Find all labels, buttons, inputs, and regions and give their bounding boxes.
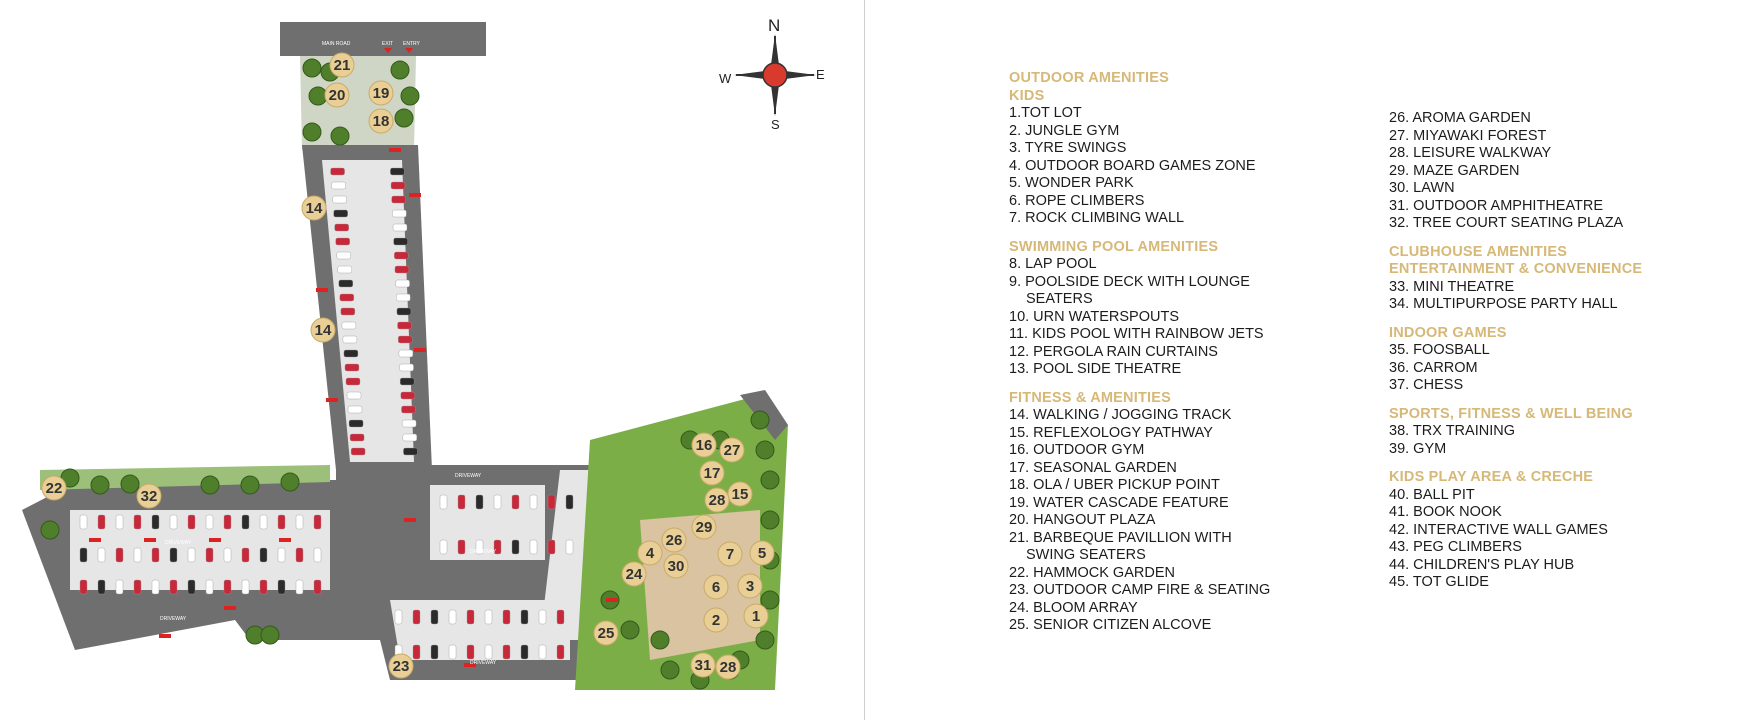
marker-number: 28 xyxy=(719,659,737,676)
marker-number: 2 xyxy=(711,612,721,629)
parked-car xyxy=(170,548,177,562)
tree xyxy=(401,87,419,105)
parked-car xyxy=(503,610,510,624)
parked-car xyxy=(557,645,564,659)
parked-car xyxy=(395,266,409,273)
parked-car xyxy=(449,645,456,659)
legend-item: 32. TREE COURT SEATING PLAZA xyxy=(1389,215,1624,231)
parked-car xyxy=(224,515,231,529)
legend-item: 23. OUTDOOR CAMP FIRE & SEATING xyxy=(1009,582,1271,598)
amenity-marker xyxy=(744,604,768,628)
marker-number: 14 xyxy=(314,322,332,339)
marker-number: 6 xyxy=(711,579,721,596)
driveway-label: DRIVEWAY xyxy=(165,540,192,546)
parked-car xyxy=(170,580,177,594)
parked-car xyxy=(349,420,363,427)
marker-number: 22 xyxy=(45,480,63,497)
parked-car xyxy=(314,580,321,594)
amenity-marker xyxy=(738,574,762,598)
compass-north: N xyxy=(768,16,781,35)
parked-car xyxy=(206,548,213,562)
marker-number: 29 xyxy=(695,519,713,536)
driveway-label: DRIVEWAY xyxy=(455,473,482,479)
main-road-label: MAIN ROAD xyxy=(322,41,351,47)
traffic-arrow xyxy=(89,538,101,542)
amenity-marker xyxy=(330,53,354,77)
legend-item: 3. TYRE SWINGS xyxy=(1009,140,1127,156)
parked-car xyxy=(503,645,510,659)
parked-car xyxy=(80,515,87,529)
driveway-label: DRIVEWAY xyxy=(470,660,497,666)
compass xyxy=(719,16,825,132)
parked-car xyxy=(413,645,420,659)
traffic-arrow xyxy=(159,634,171,638)
parked-car xyxy=(467,645,474,659)
parked-car xyxy=(224,580,231,594)
parked-car xyxy=(393,224,407,231)
parked-car xyxy=(332,182,346,189)
parked-car xyxy=(392,210,406,217)
legend-item: 26. AROMA GARDEN xyxy=(1389,110,1531,126)
parked-car xyxy=(485,610,492,624)
amenity-marker xyxy=(691,653,715,677)
parked-car xyxy=(340,294,354,301)
legend-item: 14. WALKING / JOGGING TRACK xyxy=(1009,407,1232,423)
parked-car xyxy=(335,224,349,231)
exit-label: EXIT xyxy=(382,41,394,47)
legend-heading: ENTERTAINMENT & CONVENIENCE xyxy=(1389,261,1643,277)
parked-car xyxy=(296,580,303,594)
legend-item: 37. CHESS xyxy=(1389,377,1464,393)
legend-item: 18. OLA / UBER PICKUP POINT xyxy=(1009,477,1220,493)
tree xyxy=(761,511,779,529)
parked-car xyxy=(351,448,365,455)
legend-item: 45. TOT GLIDE xyxy=(1389,574,1489,590)
parked-car xyxy=(521,610,528,624)
parked-car xyxy=(548,540,555,554)
traffic-arrow xyxy=(404,518,416,522)
amenity-marker xyxy=(664,554,688,578)
parked-car xyxy=(557,610,564,624)
compass-center xyxy=(763,63,787,87)
legend-section xyxy=(1009,239,1369,379)
marker-number: 18 xyxy=(372,113,390,130)
amenity-marker xyxy=(137,484,161,508)
parked-car xyxy=(401,406,415,413)
parked-car xyxy=(399,350,413,357)
amenity-marker xyxy=(704,575,728,599)
amenities-legend xyxy=(1009,70,1709,670)
marker-number: 25 xyxy=(597,625,615,642)
amenity-marker xyxy=(692,515,716,539)
parked-car xyxy=(400,364,414,371)
traffic-arrow xyxy=(279,538,291,542)
amenity-marker xyxy=(716,655,740,679)
tree xyxy=(303,123,321,141)
horizontal-parking xyxy=(70,510,330,590)
parked-car xyxy=(80,548,87,562)
parked-car xyxy=(398,322,412,329)
site-plan-map xyxy=(0,0,866,720)
parked-car xyxy=(134,548,141,562)
parked-car xyxy=(345,364,359,371)
legend-item: 30. LAWN xyxy=(1389,180,1455,196)
amenity-marker xyxy=(622,562,646,586)
legend-item: 7. ROCK CLIMBING WALL xyxy=(1009,210,1185,226)
parked-car xyxy=(116,580,123,594)
parked-car xyxy=(260,548,267,562)
parked-car xyxy=(566,540,573,554)
legend-item: 12. PERGOLA RAIN CURTAINS xyxy=(1009,343,1218,360)
parked-car xyxy=(512,540,519,554)
legend-item: 1.TOT LOT xyxy=(1009,105,1082,121)
legend-item: 2. JUNGLE GYM xyxy=(1009,122,1120,139)
parked-car xyxy=(348,406,362,413)
parked-car xyxy=(512,495,519,509)
legend-item: 19. WATER CASCADE FEATURE xyxy=(1009,494,1229,511)
parked-car xyxy=(98,580,105,594)
parked-car xyxy=(397,308,411,315)
traffic-arrow xyxy=(144,538,156,542)
legend-section xyxy=(1389,110,1738,233)
legend-item: 28. LEISURE WALKWAY xyxy=(1389,145,1552,161)
parked-car xyxy=(394,238,408,245)
tree xyxy=(661,661,679,679)
entry-label: ENTRY xyxy=(403,41,420,47)
parked-car xyxy=(116,548,123,562)
parked-car xyxy=(530,540,537,554)
legend-item: 20. HANGOUT PLAZA xyxy=(1009,512,1156,528)
tree xyxy=(761,471,779,489)
traffic-arrow xyxy=(414,348,426,352)
parked-car xyxy=(152,548,159,562)
legend-heading: SWIMMING POOL AMENITIES xyxy=(1009,238,1219,255)
site-plan-drawing xyxy=(0,0,866,720)
parked-car xyxy=(347,392,361,399)
amenity-marker xyxy=(692,433,716,457)
marker-number: 19 xyxy=(372,85,390,102)
marker-number: 20 xyxy=(328,87,346,104)
parked-car xyxy=(336,238,350,245)
traffic-arrow xyxy=(224,606,236,610)
driveway-label: DRIVEWAY xyxy=(160,616,187,622)
parked-car xyxy=(170,515,177,529)
amenity-marker xyxy=(662,528,686,552)
legend-item: 15. REFLEXOLOGY PATHWAY xyxy=(1009,424,1213,441)
tree xyxy=(309,87,327,105)
marker-number: 27 xyxy=(723,442,741,459)
parked-car xyxy=(458,540,465,554)
parked-car xyxy=(116,515,123,529)
traffic-arrow xyxy=(316,288,328,292)
traffic-arrow xyxy=(326,398,338,402)
tree xyxy=(621,621,639,639)
parked-car xyxy=(431,610,438,624)
parked-car xyxy=(278,515,285,529)
legend-heading: INDOOR GAMES xyxy=(1389,324,1507,341)
legend-heading: FITNESS & AMENITIES xyxy=(1009,389,1171,406)
parked-car xyxy=(343,336,357,343)
parked-car xyxy=(413,610,420,624)
parked-car xyxy=(296,515,303,529)
parked-car xyxy=(331,168,345,175)
legend-item: 40. BALL PIT xyxy=(1389,486,1475,503)
amenity-marker xyxy=(42,476,66,500)
legend-item: 13. POOL SIDE THEATRE xyxy=(1009,361,1182,377)
marker-number: 32 xyxy=(140,488,158,505)
tree xyxy=(201,476,219,494)
tree xyxy=(756,441,774,459)
legend-section xyxy=(1389,406,1738,459)
legend-item: 39. GYM xyxy=(1389,440,1447,457)
parked-car xyxy=(242,580,249,594)
legend-item: 6. ROPE CLIMBERS xyxy=(1009,192,1145,209)
legend-item: 16. OUTDOOR GYM xyxy=(1009,442,1145,458)
legend-heading: CLUBHOUSE AMENITIES xyxy=(1389,243,1568,260)
parked-car xyxy=(476,495,483,509)
parked-car xyxy=(403,434,417,441)
legend-item: 24. BLOOM ARRAY xyxy=(1009,599,1138,616)
parked-car xyxy=(333,196,347,203)
legend-item: 4. OUTDOOR BOARD GAMES ZONE xyxy=(1009,157,1256,174)
marker-number: 21 xyxy=(333,57,351,74)
main-road xyxy=(280,22,486,56)
amenity-marker xyxy=(750,541,774,565)
legend-item: 41. BOOK NOOK xyxy=(1389,504,1502,520)
amenity-marker xyxy=(369,81,393,105)
tree xyxy=(121,475,139,493)
parked-car xyxy=(314,515,321,529)
marker-number: 26 xyxy=(665,532,683,549)
marker-number: 24 xyxy=(625,566,643,583)
parked-car xyxy=(260,580,267,594)
legend-item: 38. TRX TRAINING xyxy=(1389,423,1515,439)
parked-car xyxy=(401,392,415,399)
legend-item: 29. MAZE GARDEN xyxy=(1389,162,1520,179)
legend-item: 43. PEG CLIMBERS xyxy=(1389,539,1522,555)
legend-section xyxy=(1389,325,1738,395)
parked-car xyxy=(494,495,501,509)
legend-item: 31. OUTDOOR AMPHITHEATRE xyxy=(1389,197,1604,214)
marker-number: 7 xyxy=(725,546,735,563)
amenity-marker xyxy=(302,196,326,220)
amenity-marker xyxy=(700,461,724,485)
legend-item: 27. MIYAWAKI FOREST xyxy=(1389,127,1547,144)
parked-car xyxy=(539,645,546,659)
legend-heading: KIDS xyxy=(1009,87,1045,104)
tree xyxy=(751,411,769,429)
legend-heading: SPORTS, FITNESS & WELL BEING xyxy=(1389,405,1633,422)
parked-car xyxy=(396,294,410,301)
parked-car xyxy=(431,645,438,659)
amenity-marker xyxy=(594,621,618,645)
amenity-marker xyxy=(718,542,742,566)
amenity-marker xyxy=(325,83,349,107)
marker-number: 1 xyxy=(751,608,761,625)
driveway-label: DRIVEWAY xyxy=(470,549,497,555)
parked-car xyxy=(394,252,408,259)
amenity-marker xyxy=(720,438,744,462)
tree xyxy=(241,476,259,494)
marker-number: 15 xyxy=(731,486,749,503)
marker-number: 30 xyxy=(667,558,685,575)
amenity-marker xyxy=(728,482,752,506)
tree xyxy=(331,127,349,145)
parked-car xyxy=(346,378,360,385)
parked-car xyxy=(521,645,528,659)
parked-car xyxy=(539,610,546,624)
legend-item: SWING SEATERS xyxy=(1026,547,1146,563)
parked-car xyxy=(134,515,141,529)
tree xyxy=(261,626,279,644)
parked-car xyxy=(440,495,447,509)
tree xyxy=(91,476,109,494)
legend-item: 21. BARBEQUE PAVILLION WITH xyxy=(1009,529,1232,546)
legend-item: 22. HAMMOCK GARDEN xyxy=(1009,564,1175,581)
parked-car xyxy=(242,548,249,562)
legend-item: 9. POOLSIDE DECK WITH LOUNGE xyxy=(1009,273,1250,290)
parked-car xyxy=(260,515,267,529)
parked-car xyxy=(341,308,355,315)
parked-car xyxy=(152,580,159,594)
legend-item: 33. MINI THEATRE xyxy=(1389,278,1515,295)
legend-item: 36. CARROM xyxy=(1389,359,1478,376)
parked-car xyxy=(440,540,447,554)
amenity-marker xyxy=(638,541,662,565)
parked-car xyxy=(278,548,285,562)
compass-east: E xyxy=(816,67,825,82)
parked-car xyxy=(242,515,249,529)
legend-item: 8. LAP POOL xyxy=(1009,256,1097,272)
parked-car xyxy=(278,580,285,594)
parked-car xyxy=(400,378,414,385)
traffic-arrow xyxy=(606,598,618,602)
parked-car xyxy=(152,515,159,529)
traffic-arrow xyxy=(209,538,221,542)
parked-car xyxy=(188,548,195,562)
parked-car xyxy=(206,515,213,529)
marker-number: 16 xyxy=(695,437,713,454)
marker-number: 28 xyxy=(708,492,726,509)
parked-car xyxy=(296,548,303,562)
parked-car xyxy=(188,515,195,529)
parked-car xyxy=(402,420,416,427)
parked-car xyxy=(458,495,465,509)
parked-car xyxy=(391,182,405,189)
parked-car xyxy=(344,350,358,357)
parked-car xyxy=(398,336,412,343)
parked-car xyxy=(338,266,352,273)
parked-car xyxy=(548,495,555,509)
marker-number: 4 xyxy=(645,545,655,562)
traffic-arrow xyxy=(389,148,401,152)
marker-number: 17 xyxy=(703,465,721,482)
amenity-marker xyxy=(704,608,728,632)
legend-heading: OUTDOOR AMENITIES xyxy=(1009,70,1169,86)
tree xyxy=(395,109,413,127)
parked-car xyxy=(390,168,404,175)
parked-car xyxy=(98,515,105,529)
legend-item: 11. KIDS POOL WITH RAINBOW JETS xyxy=(1009,326,1264,342)
marker-number: 5 xyxy=(757,545,767,562)
amenity-marker xyxy=(311,318,335,342)
legend-column-right xyxy=(1389,110,1738,603)
parked-car xyxy=(224,548,231,562)
legend-item: 44. CHILDREN'S PLAY HUB xyxy=(1389,556,1575,573)
amenity-marker xyxy=(389,654,413,678)
parked-car xyxy=(396,280,410,287)
legend-section xyxy=(1389,469,1738,592)
legend-item: SEATERS xyxy=(1026,291,1093,307)
legend-section xyxy=(1009,70,1369,228)
tree xyxy=(41,521,59,539)
traffic-arrow xyxy=(409,193,421,197)
marker-number: 31 xyxy=(694,657,712,674)
parked-car xyxy=(392,196,406,203)
marker-number: 14 xyxy=(305,200,323,217)
tree xyxy=(303,59,321,77)
legend-section xyxy=(1009,390,1369,635)
legend-heading: KIDS PLAY AREA & CRECHE xyxy=(1389,469,1594,485)
tree xyxy=(756,631,774,649)
parked-car xyxy=(80,580,87,594)
parked-car xyxy=(566,495,573,509)
legend-column-left xyxy=(1009,70,1369,646)
legend-item: 42. INTERACTIVE WALL GAMES xyxy=(1389,521,1608,538)
legend-item: 35. FOOSBALL xyxy=(1389,342,1490,358)
parked-car xyxy=(350,434,364,441)
legend-item: 5. WONDER PARK xyxy=(1009,175,1134,191)
parked-car xyxy=(188,580,195,594)
parked-car xyxy=(449,610,456,624)
compass-south: S xyxy=(771,117,780,132)
parked-car xyxy=(342,322,356,329)
tree xyxy=(281,473,299,491)
parked-car xyxy=(530,495,537,509)
legend-item: 34. MULTIPURPOSE PARTY HALL xyxy=(1389,296,1618,312)
tree xyxy=(651,631,669,649)
marker-number: 3 xyxy=(745,578,755,595)
legend-item: 17. SEASONAL GARDEN xyxy=(1009,459,1177,476)
parked-car xyxy=(467,610,474,624)
compass-west: W xyxy=(719,71,732,86)
legend-section xyxy=(1389,244,1738,314)
parked-car xyxy=(98,548,105,562)
parked-car xyxy=(339,280,353,287)
amenity-marker xyxy=(369,109,393,133)
parked-car xyxy=(337,252,351,259)
parked-car xyxy=(395,610,402,624)
parked-car xyxy=(206,580,213,594)
tree xyxy=(391,61,409,79)
marker-number: 23 xyxy=(392,658,410,675)
parked-car xyxy=(403,448,417,455)
parked-car xyxy=(334,210,348,217)
legend-item: 10. URN WATERSPOUTS xyxy=(1009,308,1179,325)
amenity-marker xyxy=(705,488,729,512)
legend-item: 25. SENIOR CITIZEN ALCOVE xyxy=(1009,617,1212,633)
parked-car xyxy=(314,548,321,562)
parked-car xyxy=(134,580,141,594)
parked-car xyxy=(485,645,492,659)
panel-divider xyxy=(864,0,865,720)
